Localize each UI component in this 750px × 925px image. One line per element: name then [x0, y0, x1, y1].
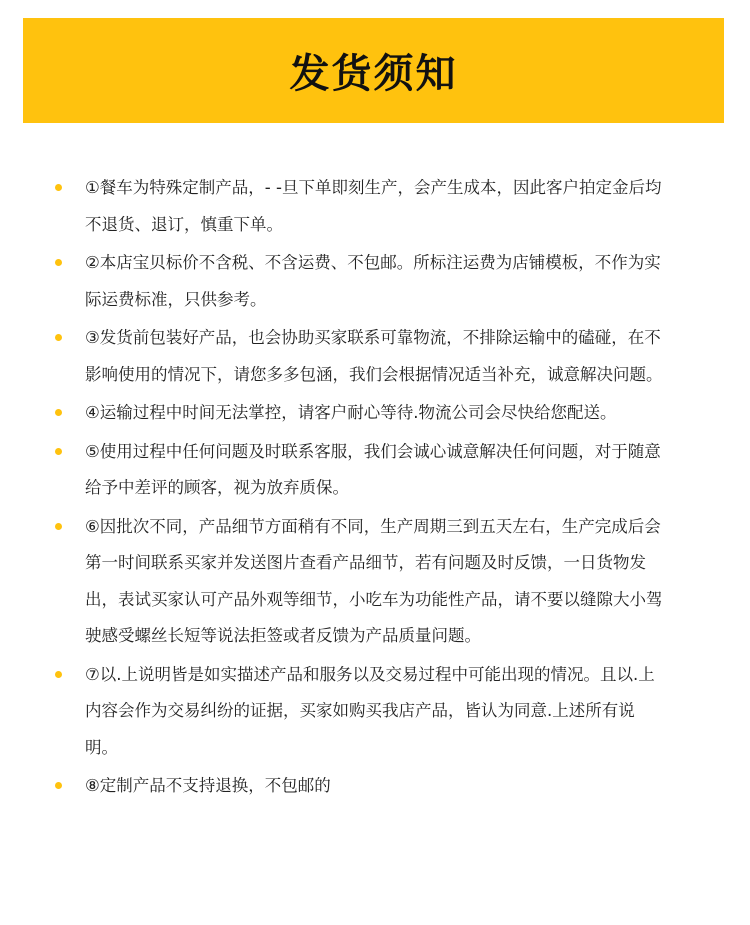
list-item: [55, 434, 665, 507]
bullet-dot-icon: [55, 334, 62, 341]
page-title: 发货须知: [289, 51, 458, 97]
notice-text: ③发货前包装好产品，也会协助买家联系可靠物流，不排除运输中的磕碰，在不影响使用的情况下，请您多多包涵，我们会根据情况适当补充，诚意解决问题。: [85, 328, 663, 384]
list-item: [55, 395, 665, 432]
list-item: [55, 245, 665, 318]
bullet-dot-icon: [55, 184, 62, 191]
header-banner: [23, 18, 724, 123]
bullet-dot-icon: [55, 671, 62, 678]
notice-text: ⑤使用过程中任何问题及时联系客服，我们会诚心诚意解决任何问题，对于随意给予中差评的顾客，视为放弃质保。: [85, 441, 661, 497]
list-item: [55, 509, 665, 655]
list-item: [55, 768, 665, 805]
bullet-dot-icon: [55, 523, 62, 530]
notice-text: ⑦以.上说明皆是如实描述产品和服务以及交易过程中可能出现的情况。且以.上内容会作为交易纠纷的证据，买家如购买我店产品，皆认为同意.上述所有说明。: [85, 664, 655, 757]
bullet-dot-icon: [55, 259, 62, 266]
list-item: [55, 657, 665, 767]
notice-text: ⑧定制产品不支持退换，不包邮的: [85, 776, 331, 795]
notice-text: ①餐车为特殊定制产品，- -旦下单即刻生产，会产生成本，因此客户拍定金后均不退货、退订，慎重下单。: [85, 178, 662, 234]
notice-text: ⑥因批次不同，产品细节方面稍有不同，生产周期三到五天左右，生产完成后会第一时间联系买家并发送图片查看产品细节，若有问题及时反馈，一日货物发出，表试买家认可产品外观等细节，小吃车为功能性产品，请不要以缝隙大小驾驶感受螺丝长短等说法拒签或者反馈为产品质量问题。: [85, 516, 663, 645]
list-item: [55, 170, 665, 243]
list-item: [55, 320, 665, 393]
notice-text: ②本店宝贝标价不含税、不含运费、不包邮。所标注运费为店铺模板，不作为实际运费标准，只供参考。: [85, 253, 661, 309]
notice-text: ④运输过程中时间无法掌控，请客户耐心等待.物流公司会尽快给您配送。: [85, 403, 617, 422]
bullet-dot-icon: [55, 448, 62, 455]
notice-list: [55, 170, 665, 807]
bullet-dot-icon: [55, 409, 62, 416]
bullet-dot-icon: [55, 782, 62, 789]
